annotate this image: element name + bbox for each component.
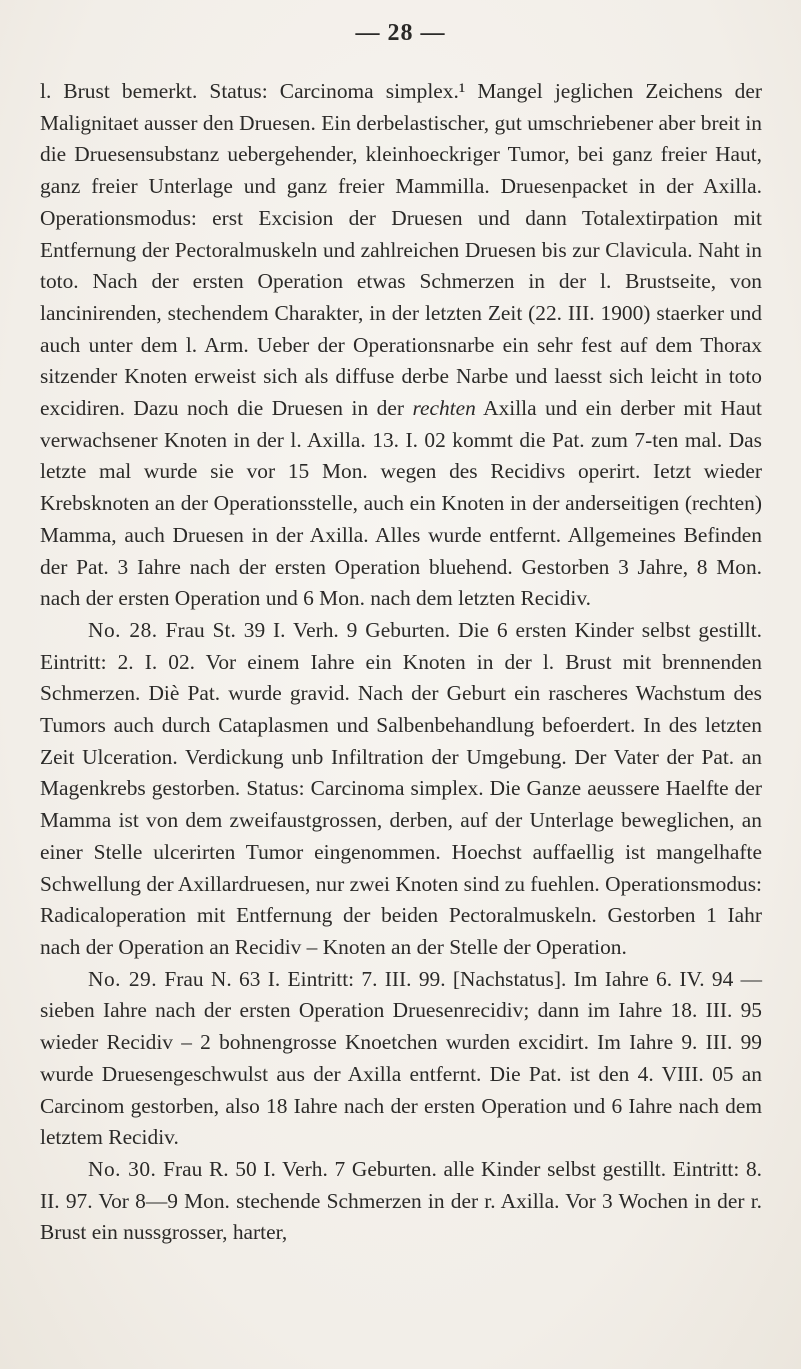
- paragraph-case-29: [40, 964, 762, 1154]
- emphasized-word: rechten: [412, 396, 476, 421]
- paragraph-text: Frau St. 39 I. Verh. 9 Geburten. Die 6 ersten Kinder selbst gestillt. Eintritt: 2. I. 02. Vor einem Iahre ein Knoten in der l. Brust mit brennenden Schmerzen. Diè Pat. wurde gravid. Nach der Geburt ein rascheres Wachstum des Tumors auch durch Cataplasmen und Salbenbehandlung befoerdert. In des letzten Zeit Ulceration. Verdickung unb Infiltration der Umgebung. Der Vater der Pat. an Magenkrebs gestorben. Status: Carcinoma simplex. Die Ganze aeussere Haelfte der Mamma ist von dem zweifaustgrossen, derben, auf der Unterlage beweglichen, an einer Stelle ulcerirten Tumor eingenommen. Hoechst auffaellig ist mangelhafte Schwellung der Axillardruesen, nur zwei Knoten sind zu fuehlen. Operationsmodus: Radicaloperation mit Entfernung der beiden Pectoralmuskeln. Gestorben 1 Iahr nach der Operation an Recidiv – Knoten an der Stelle der Operation.: [40, 617, 762, 959]
- paragraph-case-30: [40, 1154, 762, 1249]
- paragraph-text: Axilla und ein derber mit Haut verwachsener Knoten in der l. Axilla. 13. I. 02 kommt die Pat. zum 7-ten mal. Das letzte mal wurde sie vor 15 Mon. wegen des Recidivs operirt. Ietzt wieder Krebsknoten an der Operationsstelle, auch ein Knoten in der anderseitigen (rechten) Mamma, auch Druesen in der Axilla. Alles wurde entfernt. Allgemeines Befinden der Pat. 3 Iahre nach der ersten Operation bluehend. Gestorben 3 Jahre, 8 Mon. nach der ersten Operation und 6 Mon. nach dem letzten Recidiv.: [40, 396, 762, 611]
- case-number: No. 30.: [88, 1156, 157, 1181]
- text-body: [40, 76, 762, 1249]
- paragraph-case-28: [40, 615, 762, 964]
- paragraph-text: Frau N. 63 I. Eintritt: 7. III. 99. [Nachstatus]. Im Iahre 6. IV. 94 — sieben Iahre nach der ersten Operation Druesenrecidiv; dann im Iahre 18. III. 95 wieder Recidiv – 2 bohnengrosse Knoetchen wurden excidirt. Im Iahre 9. III. 99 wurde Druesengeschwulst aus der Axilla entfernt. Die Pat. ist den 4. VIII. 05 an Carcinom gestorben, also 18 Iahre nach der ersten Operation und 6 Iahre nach dem letztem Recidiv.: [40, 966, 762, 1150]
- paragraph-text: l. Brust bemerkt. Status: Carcinoma simplex.¹ Mangel jeglichen Zeichens der Malignitaet ausser den Druesen. Ein derbelastischer, gut umschriebener aber breit in die Druesensubstanz uebergehender, kleinhoeckriger Tumor, bei ganz freier Haut, ganz freier Unterlage und ganz freier Mammilla. Druesenpacket in der Axilla. Operationsmodus: erst Excision der Druesen und dann Totalextirpation mit Entfernung der Pectoralmuskeln und zahlreichen Druesen bis zur Clavicula. Naht in toto. Nach der ersten Operation etwas Schmerzen in der l. Brustseite, von lancinirenden, stechendem Charakter, in der letzten Zeit (22. III. 1900) staerker und auch unter dem l. Arm. Ueber der Operationsnarbe ein sehr fest auf dem Thorax sitzender Knoten erweist sich als diffuse derbe Narbe und laesst sich leicht in toto excidiren. Dazu noch die Druesen in der: [40, 79, 762, 421]
- paragraph-text: Frau R. 50 I. Verh. 7 Geburten. alle Kinder selbst gestillt. Eintritt: 8. II. 97. Vor 8—9 Mon. stechende Schmerzen in der r. Axilla. Vor 3 Wochen in der r. Brust ein nussgrosser, harter,: [40, 1156, 763, 1245]
- paragraph-continuation: [40, 76, 762, 615]
- case-number: No. 29.: [88, 966, 158, 991]
- case-number: No. 28.: [88, 617, 158, 642]
- page-number: — 28 —: [355, 20, 446, 46]
